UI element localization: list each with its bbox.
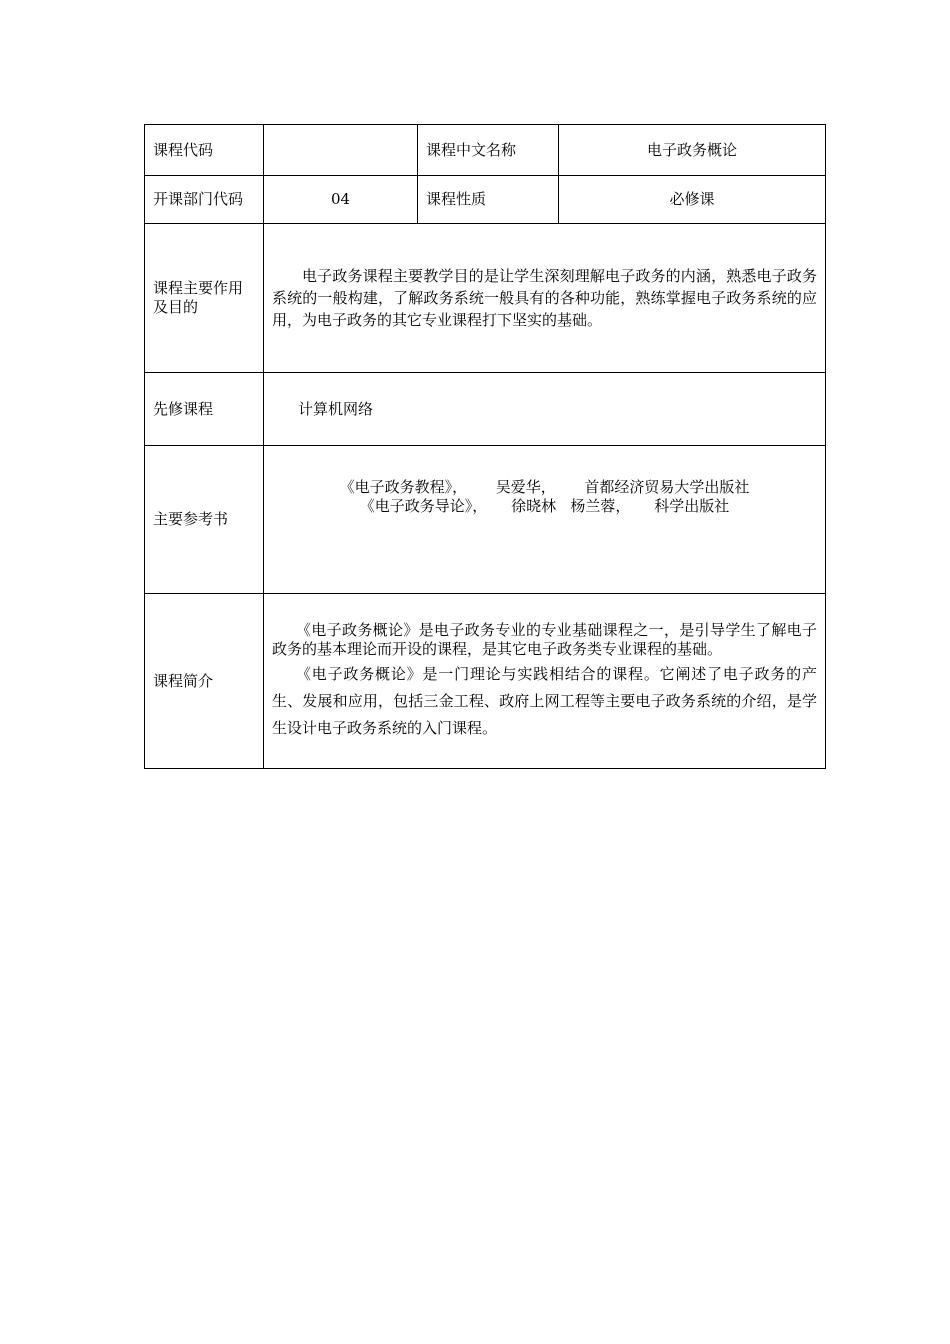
course-code-label: 课程代码: [145, 125, 264, 176]
course-code-value: [264, 125, 418, 176]
table-row-intro: [145, 594, 826, 769]
intro-paragraph-1: 《电子政务概论》是电子政务专业的专业基础课程之一，是引导学生了解电子政务的基本理论而开设的课程，是其它电子政务类专业课程的基础。: [272, 620, 817, 658]
purpose-cell: [264, 224, 826, 373]
intro-label: 课程简介: [145, 594, 264, 769]
table-row-code: [145, 125, 826, 176]
table-row-references: [145, 446, 826, 594]
table-row-purpose: [145, 224, 826, 373]
prerequisite-label: 先修课程: [145, 373, 264, 446]
purpose-label: 课程主要作用及目的: [145, 224, 264, 373]
table-row-prerequisite: [145, 373, 826, 446]
table-row-dept: [145, 176, 826, 224]
references-cell: [264, 446, 826, 594]
course-cn-name-value: 电子政务概论: [559, 125, 826, 176]
course-cn-name-label: 课程中文名称: [418, 125, 559, 176]
references-label: 主要参考书: [145, 446, 264, 594]
intro-paragraph-2: 《电子政务概论》是一门理论与实践相结合的课程。它阐述了电子政务的产生、发展和应用，包括三金工程、政府上网工程等主要电子政务系统的介绍，是学生设计电子政务系统的入门课程。: [272, 664, 817, 737]
course-info-table: [144, 124, 826, 769]
purpose-text: 电子政务课程主要教学目的是让学生深刻理解电子政务的内涵，熟悉电子政务系统的一般构建，了解政务系统一般具有的各种功能，熟练掌握电子政务系统的应用，为电子政务的其它专业课程打下坚实的基础。: [272, 267, 817, 329]
dept-code-label: 开课部门代码: [145, 176, 264, 224]
intro-cell: [264, 594, 826, 769]
course-nature-value: 必修课: [559, 176, 826, 224]
reference-item-2: 《电子政务导论》， 徐晓林 杨兰蓉， 科学出版社: [359, 497, 730, 515]
prerequisite-value: 计算机网络: [264, 373, 826, 446]
course-nature-label: 课程性质: [418, 176, 559, 224]
reference-item-1: 《电子政务教程》， 吴爱华， 首都经济贸易大学出版社: [339, 478, 750, 496]
dept-code-value: 04: [264, 176, 418, 224]
